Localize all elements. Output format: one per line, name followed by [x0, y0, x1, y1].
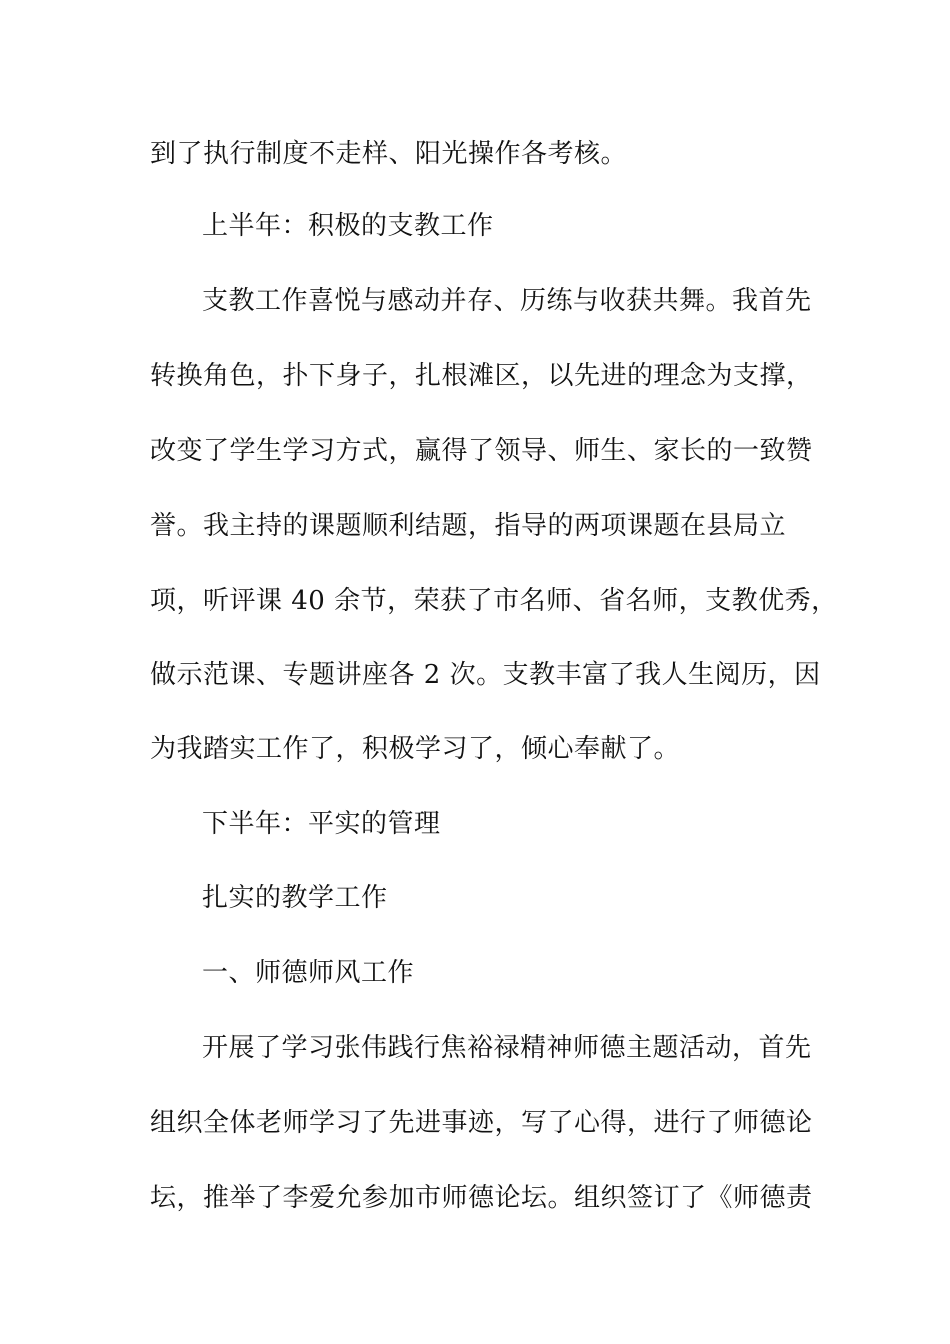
section-heading-ethics: 一、师德师风工作 [202, 958, 415, 988]
section-heading-teaching: 扎实的教学工作 [202, 883, 388, 913]
paragraph-line: 开展了学习张伟践行焦裕禄精神师德主题活动，首先 [202, 1033, 812, 1063]
paragraph-line: 组织全体老师学习了先进事迹，写了心得，进行了师德论 [150, 1108, 813, 1138]
paragraph-line: 支教工作喜悦与感动并存、历练与收获共舞。我首先 [202, 286, 812, 316]
paragraph-line: 项，听评课 40 余节，荣获了市名师、省名师，支教优秀， [150, 586, 838, 616]
paragraph-line: 誉。我主持的课题顺利结题，指导的两项课题在县局立 [150, 511, 787, 541]
section-heading-second-half: 下半年：平实的管理 [202, 809, 441, 839]
paragraph-line: 坛，推举了李爱允参加市师德论坛。组织签订了《师德责 [150, 1183, 813, 1213]
paragraph-line: 转换角色，扑下身子，扎根滩区，以先进的理念为支撑， [150, 361, 813, 391]
section-heading-first-half: 上半年：积极的支教工作 [202, 211, 494, 241]
paragraph-line: 改变了学生学习方式，赢得了领导、师生、家长的一致赞 [150, 436, 813, 466]
paragraph-line: 做示范课、专题讲座各 2 次。支教丰富了我人生阅历，因 [150, 660, 821, 690]
paragraph-line: 到了执行制度不走样、阳光操作各考核。 [150, 139, 628, 169]
paragraph-line: 为我踏实工作了，积极学习了，倾心奉献了。 [150, 734, 681, 764]
